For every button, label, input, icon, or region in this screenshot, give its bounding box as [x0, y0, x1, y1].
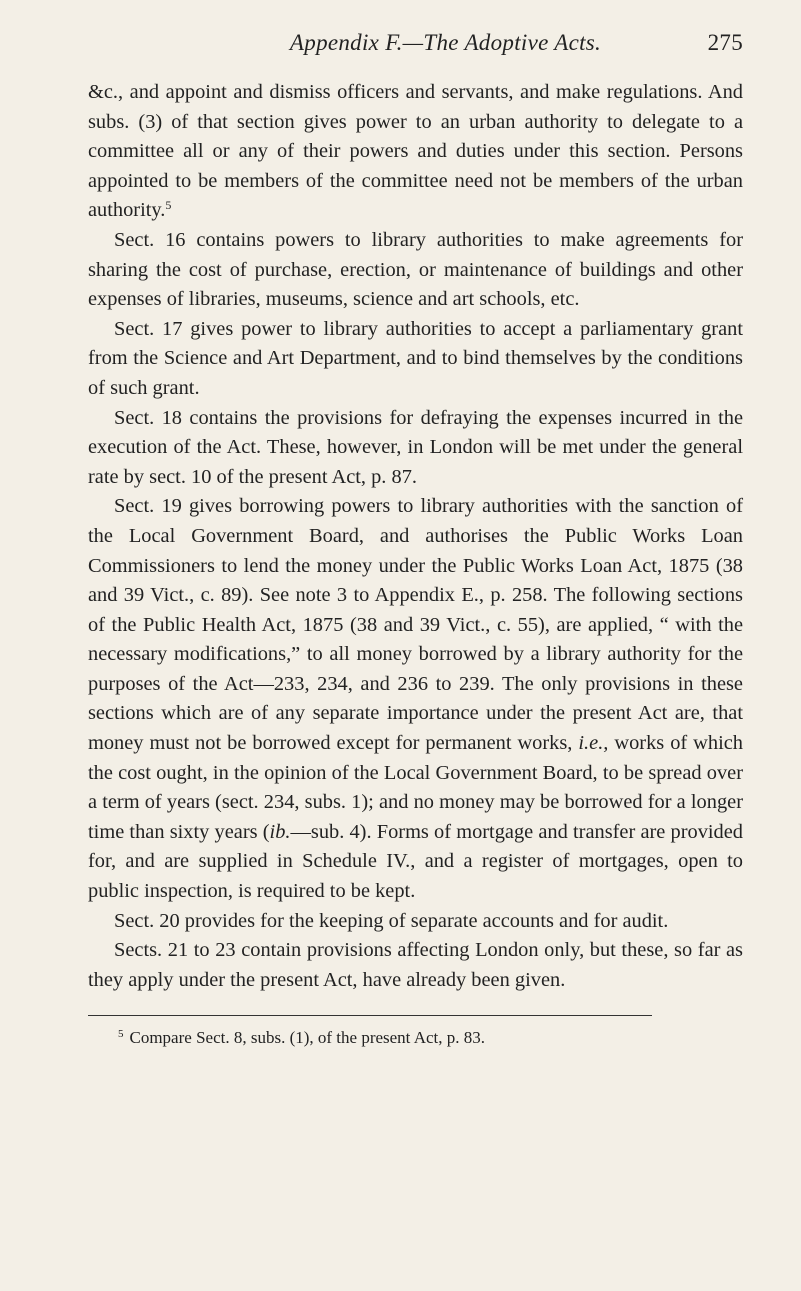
paragraph-text: works of which the cost ought, in the opinion of the Local Government Board, to be spread over a term of years (sect. 234, subs. 1); and no money may be borrowed for a longer time than sixty years ( [88, 732, 744, 843]
paragraph-sect-16: Sect. 16 contains powers to library authorities to make agreements for sharing the cost of purchase, erection, or maintenance of buildings and other expenses of libraries, museums, science and art schools, etc. [88, 228, 743, 311]
italic-abbrev-ib: ib. [269, 820, 291, 843]
paragraph-sect-18: Sect. 18 contains the provisions for defraying the expenses incurred in the execution of the Act. These, however, in London will be met under the general rate by sect. 10 of the present Act, p. 87. [88, 406, 743, 488]
footnote-marker: 5 [118, 1028, 124, 1041]
paragraph-continuation [88, 78, 743, 226]
paragraph-sect-19 [88, 492, 743, 906]
footnote-reference: 5 [165, 198, 172, 213]
page-number: 275 [707, 30, 743, 55]
paragraph-sect-20: Sect. 20 provides for the keeping of separate accounts and for audit. [114, 909, 669, 932]
paragraph-text: Sect. 19 gives borrowing powers to library authorities with the sanction of the Local Government Board, and authorises the Public Works Loan Commissioners to lend the money under the Public Works Loan Act, 1875 (38 and 39 Vict., c. 89). See note 3 to Appendix E., p. 258. The following sections of the Public Health Act, 1875 (38 and 39 Vict., c. 55), are applied, “ with the necessary modifications,” to all money borrowed by a library authority for the purposes of the Act—233, 234, and 236 to 239. The only provisions in these sections which are of any separate importance under the present Act are, that money must not be borrowed except for permanent works, [88, 495, 743, 755]
paragraph-text: —sub. 4). Forms of mortgage and transfer are provided for, and are supplied in Schedule IV., and a register of mortgages, open to public inspection, is required to be kept. [88, 820, 743, 903]
running-title: Appendix F.—The Adoptive Acts. [289, 30, 602, 55]
footnote-text: Compare Sect. 8, subs. (1), of the present Act, p. 83. [129, 1028, 486, 1048]
paragraph-sects-21-23: Sects. 21 to 23 contain provisions affecting London only, but these, so far as they apply under the present Act, have already been given. [88, 939, 743, 991]
italic-abbrev-ie: i.e., [578, 732, 609, 755]
body-text [88, 78, 743, 995]
footnote-divider [88, 1015, 652, 1016]
running-head [88, 30, 743, 74]
footnote [88, 1026, 743, 1050]
paragraph-text: &c., and appoint and dismiss officers and servants, and make regulations. And subs. (3) of that section gives power to an urban authority to delegate to a committee all or any of their powers and duties under this section. Persons appointed to be members of the committee need not be members of the urban authority. [88, 81, 743, 222]
paragraph-sect-17: Sect. 17 gives power to library authorities to accept a parliamentary grant from the Science and Art Department, and to bind themselves by the conditions of such grant. [88, 317, 743, 399]
